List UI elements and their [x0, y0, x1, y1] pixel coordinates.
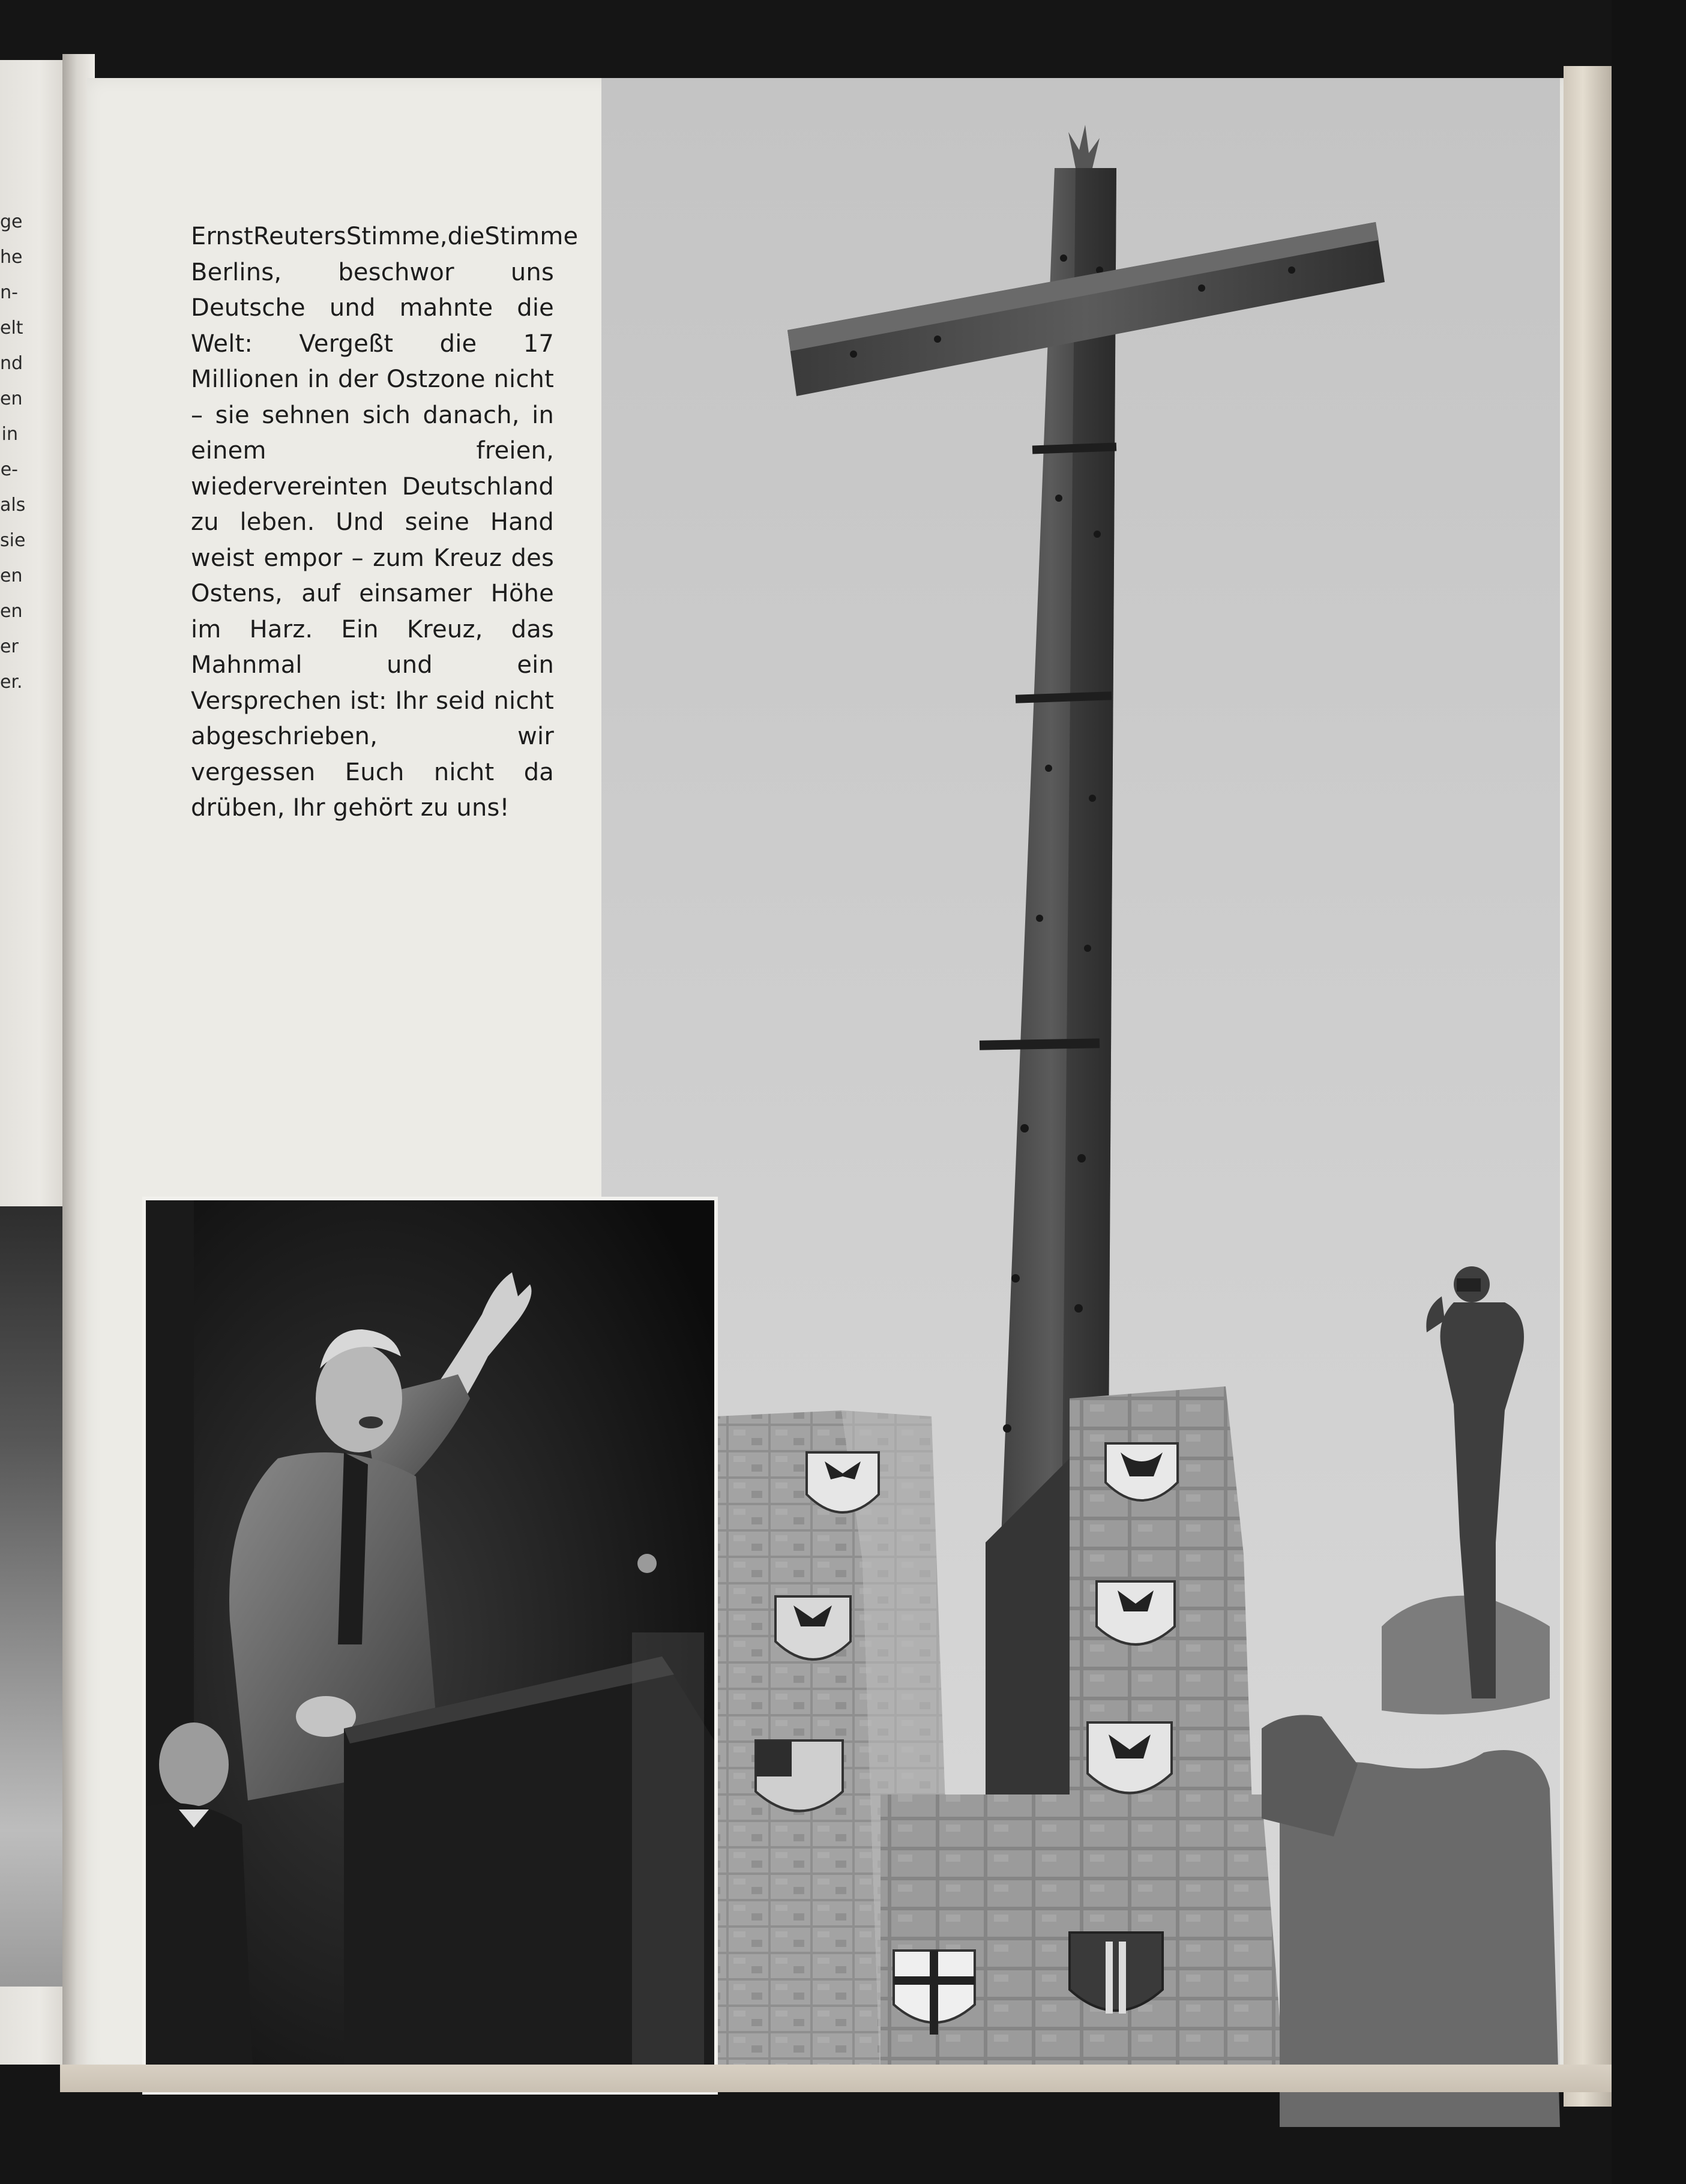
seated-man-head [159, 1722, 229, 1806]
left-page-text-fragment: en [0, 565, 23, 586]
left-page-text-fragment: als [0, 495, 26, 516]
left-page-text-fragment: elt [0, 317, 23, 338]
left-page-text-fragment: n- [0, 282, 18, 303]
left-page-text-fragments [0, 204, 26, 700]
left-page-text-fragment: e- [0, 459, 18, 480]
speaker-at-lectern-photo [146, 1200, 714, 2091]
left-page-text-fragment: in [1, 424, 18, 445]
left-page-text-fragment: he [0, 247, 23, 268]
left-page-text-fragment: nd [0, 353, 23, 374]
left-page-text-fragment: er [0, 636, 19, 657]
left-page-text-fragment: en [0, 388, 23, 409]
microphone [637, 1554, 657, 1573]
left-page-text-fragment: er. [0, 672, 23, 693]
book-bottom-edge [60, 2065, 1612, 2092]
left-page-text-fragment: sie [0, 530, 26, 551]
left-page-text-fragment: en [0, 601, 23, 622]
left-page-photo-fragment [0, 1206, 62, 1987]
speaker-illustration [146, 1200, 714, 2091]
dark-background-edge [1612, 0, 1686, 2184]
cross-monument-photo [601, 78, 1560, 2091]
left-page-text-fragment: ge [0, 211, 23, 232]
book-board-edge [1564, 66, 1612, 2107]
cross-monument-illustration [601, 78, 1560, 2091]
caption-paragraph: ErnstReutersStimme,dieStimme Berlins, beschwor uns Deutsche und mahnte die Welt: Vergeßt die 17 Millionen in der Ostzone nicht – sie sehnen sich danach, in einem freien, wiedervereinten Deutschland zu leben. Und seine Hand weist empor – zum Kreuz des Ostens, auf einsamer Höhe im Harz. Ein Kreuz, das Mahnmal und ein Versprechen ist: Ihr seid nicht abgeschrieben, wir vergessen Euch nicht da drüben, Ihr gehört zu uns! [191, 223, 579, 822]
